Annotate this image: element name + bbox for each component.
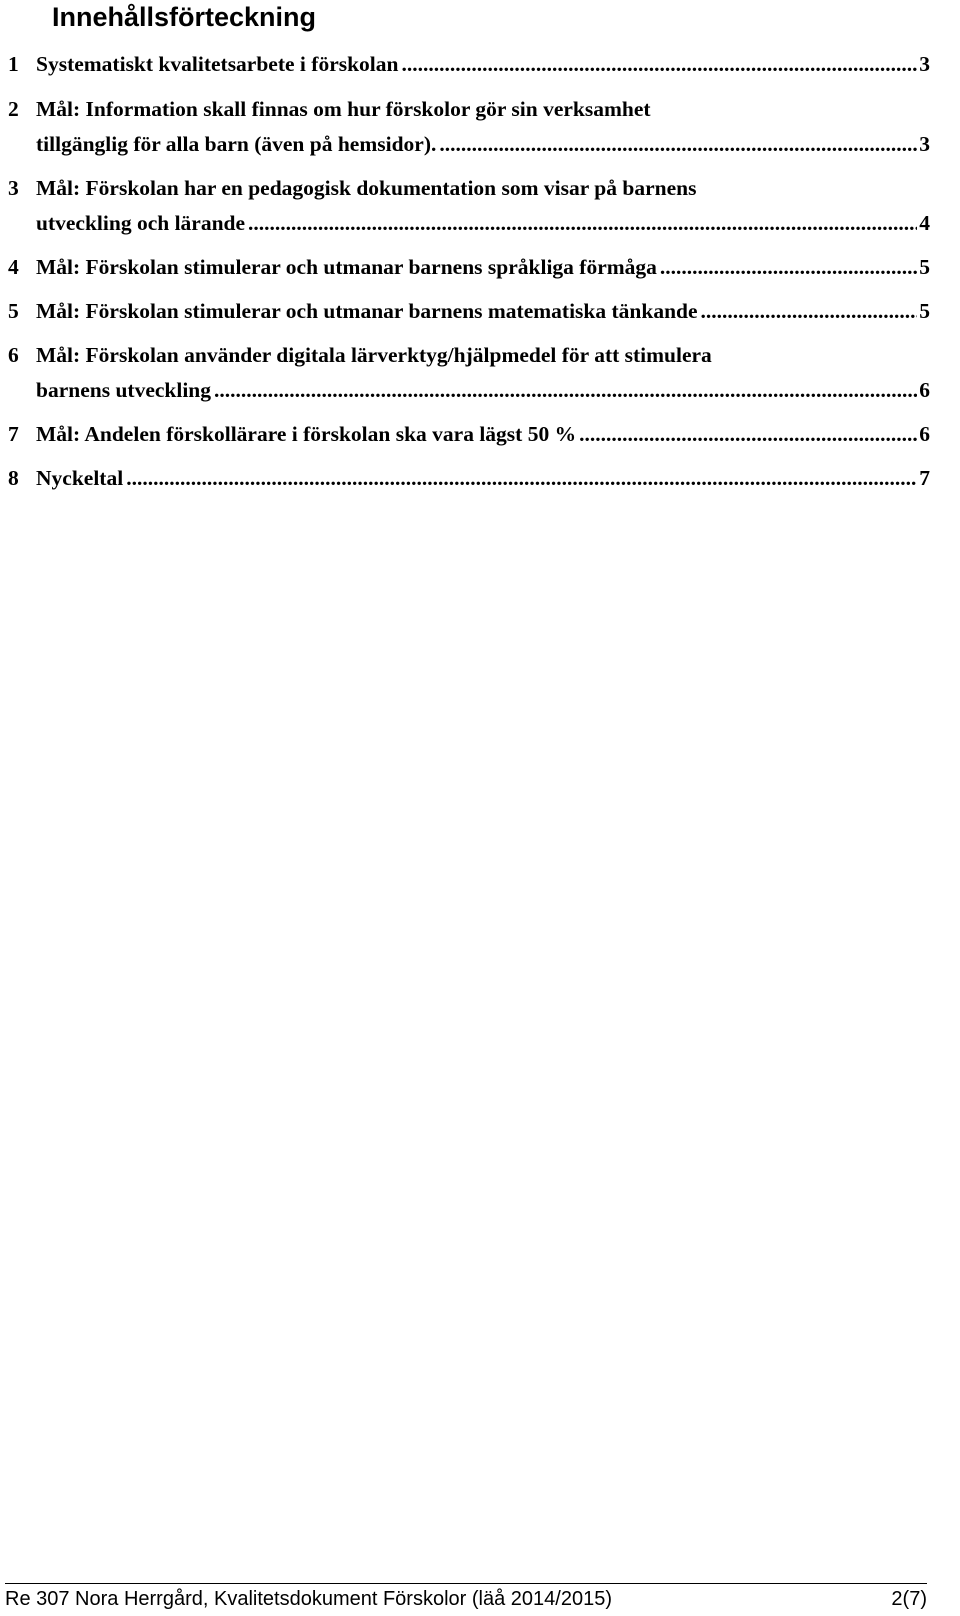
toc-entry-page: 4 xyxy=(919,211,930,235)
toc-entry-number: 3 xyxy=(8,176,19,200)
toc-entry-title: Systematiskt kvalitetsarbete i förskolan xyxy=(36,52,399,76)
toc-entry-page: 3 xyxy=(919,132,930,156)
toc-entry-page: 3 xyxy=(919,52,930,76)
toc-entry-title: Mål: Förskolan stimulerar och utmanar barnens språkliga förmåga xyxy=(36,255,657,279)
toc-entry-1[interactable] xyxy=(8,47,930,82)
toc-entry-number: 1 xyxy=(8,52,19,76)
toc-entry-title: Mål: Förskolan stimulerar och utmanar barnens matematiska tänkande xyxy=(36,299,698,323)
toc-entry-title-cont: tillgänglig för alla barn (även på hemsidor). xyxy=(36,132,437,156)
table-of-contents xyxy=(8,47,930,496)
toc-entry-number: 4 xyxy=(8,255,19,279)
footer-document-title: Re 307 Nora Herrgård, Kvalitetsdokument Förskolor (läå 2014/2015) xyxy=(5,1588,612,1610)
dot-leader xyxy=(579,417,917,452)
dot-leader xyxy=(402,47,918,82)
dot-leader xyxy=(660,250,917,285)
toc-entry-page: 6 xyxy=(919,422,930,446)
toc-entry-page: 5 xyxy=(919,255,930,279)
toc-entry-page: 7 xyxy=(919,466,930,490)
toc-entry-2[interactable] xyxy=(8,92,930,162)
footer-divider xyxy=(5,1583,927,1584)
toc-entry-8[interactable] xyxy=(8,461,930,496)
dot-leader xyxy=(248,206,917,241)
toc-entry-title: Nyckeltal xyxy=(36,466,124,490)
toc-entry-title-cont: utveckling och lärande xyxy=(36,211,246,235)
toc-entry-title: Mål: Information skall finnas om hur förskolor gör sin verksamhet xyxy=(36,97,651,121)
toc-entry-page: 6 xyxy=(919,378,930,402)
dot-leader xyxy=(439,127,917,162)
toc-entry-number: 8 xyxy=(8,466,19,490)
toc-entry-5[interactable] xyxy=(8,294,930,329)
toc-entry-title-cont: barnens utveckling xyxy=(36,378,212,402)
toc-heading: Innehållsförteckning xyxy=(52,2,317,32)
toc-entry-title: Mål: Förskolan har en pedagogisk dokumentation som visar på barnens xyxy=(36,176,697,200)
toc-entry-6[interactable] xyxy=(8,338,930,408)
toc-entry-number: 7 xyxy=(8,422,19,446)
toc-entry-3[interactable] xyxy=(8,171,930,241)
toc-entry-title: Mål: Förskolan använder digitala lärverktyg/hjälpmedel för att stimulera xyxy=(36,343,712,367)
toc-entry-4[interactable] xyxy=(8,250,930,285)
footer-page-number: 2(7) xyxy=(891,1588,927,1610)
dot-leader xyxy=(701,294,918,329)
toc-entry-title: Mål: Andelen förskollärare i förskolan ska vara lägst 50 % xyxy=(36,422,577,446)
toc-entry-number: 2 xyxy=(8,97,19,121)
toc-entry-7[interactable] xyxy=(8,417,930,452)
toc-entry-number: 6 xyxy=(8,343,19,367)
dot-leader xyxy=(126,461,917,496)
toc-entry-page: 5 xyxy=(919,299,930,323)
page-footer xyxy=(5,1586,927,1612)
toc-entry-number: 5 xyxy=(8,299,19,323)
dot-leader xyxy=(214,373,917,408)
